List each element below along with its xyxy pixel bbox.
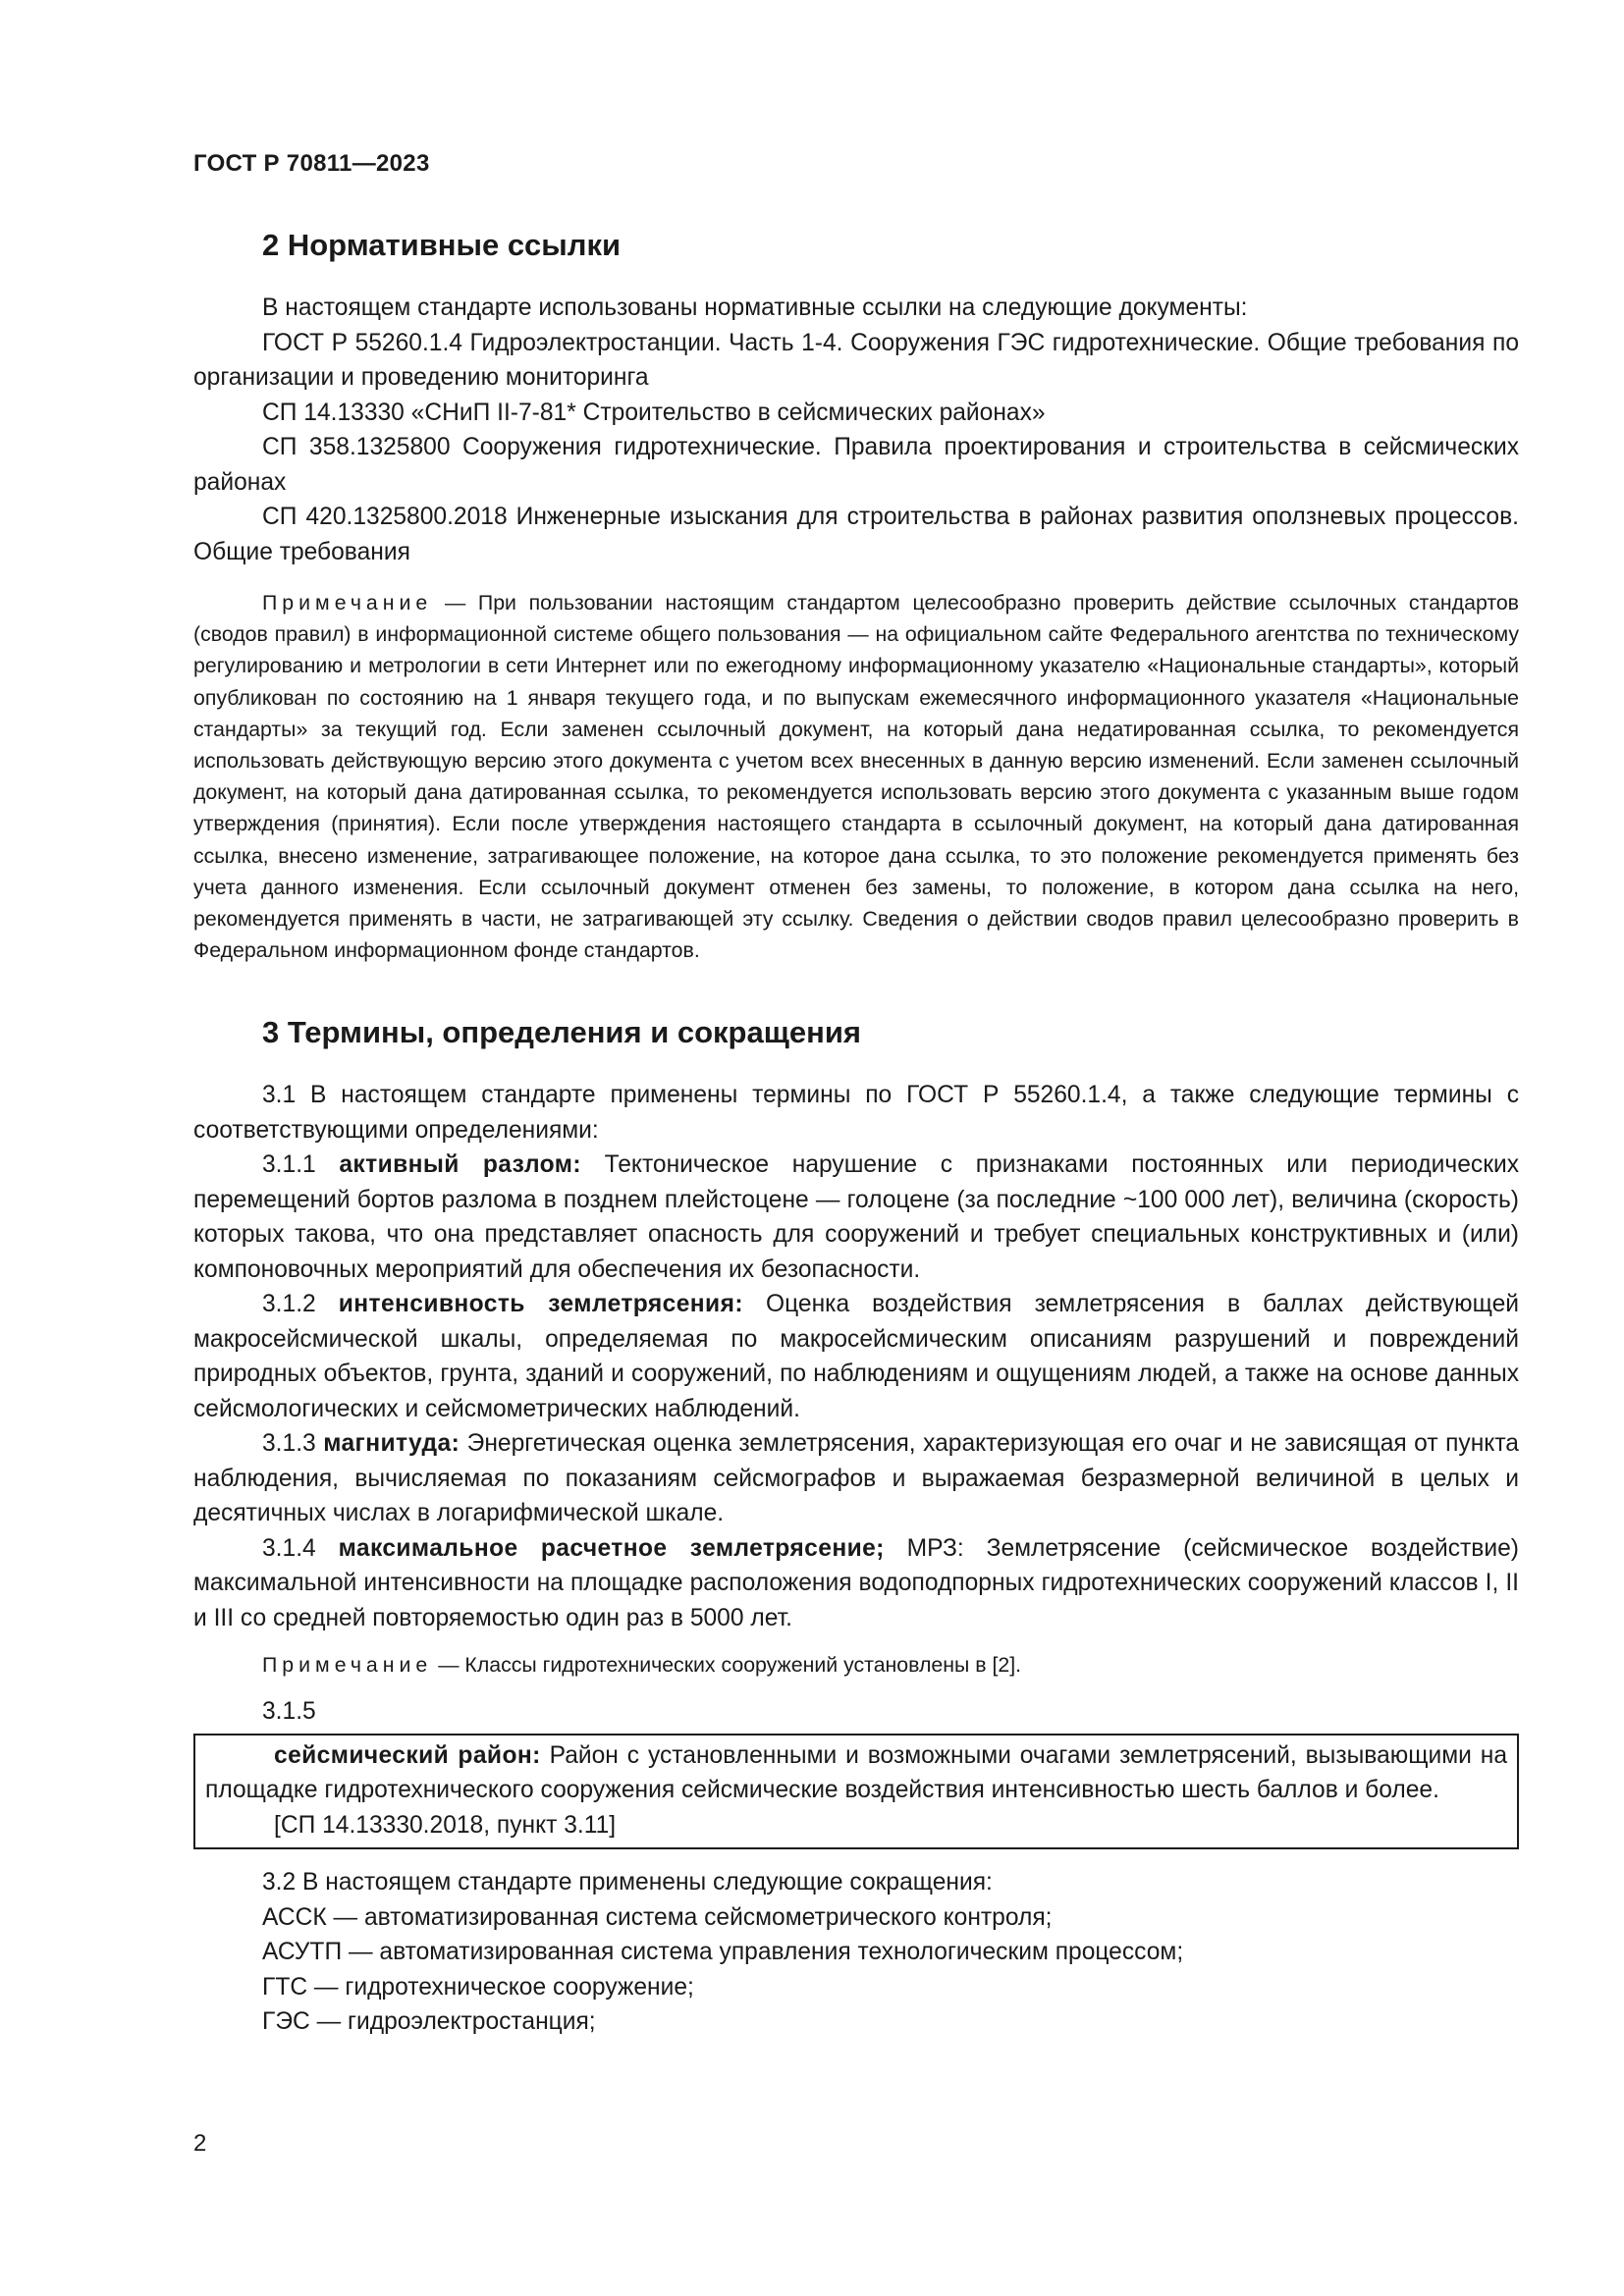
note-text: — Классы гидротехнических сооружений установлены в [2]. <box>432 1653 1022 1678</box>
term-3-1-3 <box>193 1426 1519 1531</box>
term-definition: Район с установленными и возможными очагами землетрясений, вызывающими на площадке гидротехнического сооружения сейсмические воздействия интенсивностью шесть баллов и более. <box>205 1741 1507 1804</box>
term-number: 3.1.1 <box>262 1151 340 1179</box>
section-3-title: 3 Термины, определения и сокращения <box>262 1015 861 1050</box>
note-label: Примечание <box>262 591 433 614</box>
term-3-1-2 <box>193 1287 1519 1426</box>
standard-code-header: ГОСТ Р 70811—2023 <box>193 150 430 177</box>
term-number: 3.1.3 <box>262 1430 324 1458</box>
section-2-title: 2 Нормативные ссылки <box>262 228 622 262</box>
term-3-1-4-note <box>193 1649 1519 1681</box>
page-number: 2 <box>193 2130 207 2157</box>
abbreviation-item: ГЭС — гидроэлектростанция; <box>262 2008 596 2036</box>
term-source: [СП 14.13330.2018, пункт 3.11] <box>274 1811 617 1839</box>
term-name: магнитуда: <box>323 1430 460 1458</box>
term-3-1-4 <box>193 1531 1519 1636</box>
section-2-intro: В настоящем стандарте использованы нормативные ссылки на следующие документы: <box>262 294 1248 321</box>
clause-3-2: 3.2 В настоящем стандарте применены следующие сокращения: <box>262 1869 993 1896</box>
abbreviation-item: АСУТП — автоматизированная система управления технологическим процессом; <box>262 1939 1184 1966</box>
section-2-note <box>193 587 1519 966</box>
note-text: — При пользовании настоящим стандартом целесообразно проверить действие ссылочных стандартов (сводов правил) в информационной системе общего пользования — на официальном сайте Федерального агентства по техническому регулированию и метрологии в сети Интернет или по ежегодному информационному указателю «Национальные стандарты», который опубликован по состоянию на 1 января текущего года, и по выпускам ежемесячного информационного указателя «Национальные стандарты» за текущий год. Если заменен ссылочный документ, на который дана недатированная ссылка, то рекомендуется использовать действующую версию этого документа с учетом всех внесенных в данную версию изменений. Если заменен ссылочный документ, на который дана датированная ссылка, то рекомендуется использовать версию этого документа с указанным выше годом утверждения (принятия). Если после утверждения настоящего стандарта в ссылочный документ, на который дана датированная ссылка, внесено изменение, затрагивающее положение, на которое дана ссылка, то это положение рекомендуется применять без учета данного изменения. Если ссылочный документ отменен без замены, то положение, в котором дана ссылка на него, рекомендуется применять в части, не затрагивающей эту ссылку. Сведения о действии сводов правил целесообразно проверить в Федеральном информационном фонде стандартов. <box>193 591 1519 963</box>
reference-item: СП 358.1325800 Сооружения гидротехнические. Правила проектирования и строительства в сейсмических районах <box>193 434 1519 496</box>
reference-item: ГОСТ Р 55260.1.4 Гидроэлектростанции. Часть 1-4. Сооружения ГЭС гидротехнические. Общие требования по организации и проведению мониторинга <box>193 329 1519 391</box>
term-definition: Тектоническое нарушение с признаками постоянных или периодических перемещений бортов разлома в позднем плейстоцене — голоцене (за последние ~100 000 лет), величина (скорость) которых такова, что она представляет опасность для сооружений и требует специальных конструктивных и (или) компоновочных мероприятий для обеспечения их безопасности. <box>193 1151 1519 1283</box>
term-number: 3.1.2 <box>262 1291 339 1318</box>
page-body <box>193 226 1519 2040</box>
term-3-1-5-number: 3.1.5 <box>262 1698 316 1726</box>
term-name: сейсмический район: <box>274 1741 541 1769</box>
term-definition: Оценка воздействия землетрясения в баллах действующей макросейсмической шкалы, определяемая по макросейсмическим описаниям разрушений и повреждений природных объектов, грунта, зданий и сооружений, по наблюдениям и ощущениям людей, а также на основе данных сейсмологических и сейсмометрических наблюдений. <box>193 1291 1519 1422</box>
term-3-1-1 <box>193 1148 1519 1287</box>
term-name: интенсивность землетрясения: <box>338 1291 743 1318</box>
term-3-1-5 <box>205 1738 1507 1808</box>
term-definition: Энергетическая оценка землетрясения, характеризующая его очаг и не зависящая от пункта наблюдения, вычисляемая по показаниям сейсмографов и выражаемая безразмерной величиной в целых и десятичных числах в логарифмической шкале. <box>193 1430 1519 1527</box>
reference-item: СП 420.1325800.2018 Инженерные изыскания для строительства в районах развития оползневых процессов. Общие требования <box>193 504 1519 565</box>
reference-item: СП 14.13330 «СНиП II-7-81* Строительство в сейсмических районах» <box>262 399 1046 426</box>
term-definition: МРЗ: Землетрясение (сейсмическое воздействие) максимальной интенсивности на площадке расположения водоподпорных гидротехнических сооружений классов I, II и III со средней повторяемостью один раз в 5000 лет. <box>193 1534 1519 1631</box>
note-label: Примечание <box>262 1653 433 1678</box>
clause-3-1: 3.1 В настоящем стандарте применены термины по ГОСТ Р 55260.1.4, а также следующие термины с соответствующими определениями: <box>193 1082 1519 1144</box>
term-name: максимальное расчетное землетрясение; <box>338 1534 885 1562</box>
term-3-1-5-box <box>193 1734 1519 1850</box>
abbreviation-item: ГТС — гидротехническое сооружение; <box>262 1973 694 2001</box>
term-name: активный разлом: <box>339 1151 581 1179</box>
term-number: 3.1.4 <box>262 1534 339 1562</box>
abbreviation-item: АССК — автоматизированная система сейсмометрического контроля; <box>262 1903 1053 1931</box>
